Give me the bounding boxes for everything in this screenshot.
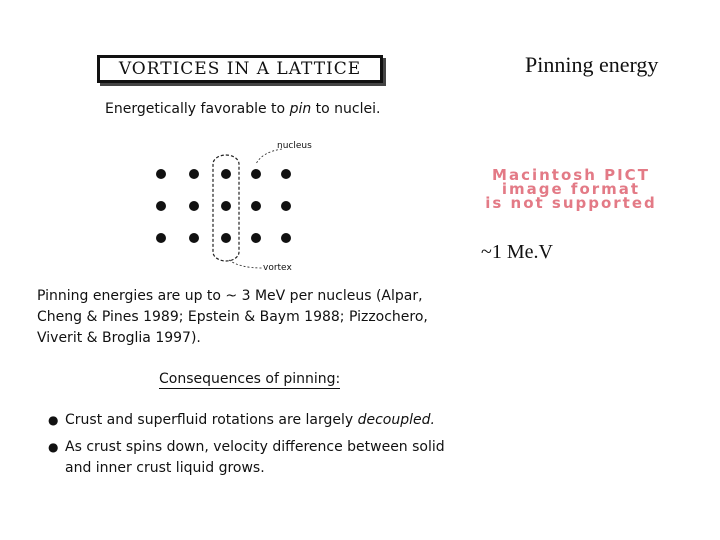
- nucleus-dot: [156, 169, 166, 179]
- vortex-leader-line: [229, 260, 262, 268]
- paragraph-line: Pinning energies are up to ~ 3 MeV per nucleus (Alpar,: [37, 288, 423, 304]
- approx-value-label: ~1 Me.V: [481, 241, 553, 263]
- consequences-list: [48, 410, 448, 485]
- bullet-2-line: As crust spins down, velocity difference between solid: [65, 439, 445, 455]
- bullet-1-emphasis: decoupled.: [357, 412, 435, 428]
- nucleus-label: nucleus: [277, 141, 312, 151]
- nucleus-dot: [251, 233, 261, 243]
- subtitle-post: to nuclei.: [311, 101, 381, 117]
- nucleus-dot: [251, 201, 261, 211]
- pinning-paragraph: [37, 286, 437, 349]
- subtitle-pre: Energetically favorable to: [105, 101, 290, 117]
- nucleus-dot: [281, 169, 291, 179]
- nucleus-dot: [251, 169, 261, 179]
- consequences-heading: Consequences of pinning:: [159, 371, 341, 387]
- placeholder-line: is not supported: [485, 194, 657, 212]
- bullet-2-line: and inner crust liquid grows.: [65, 460, 265, 476]
- nucleus-dot: [221, 201, 231, 211]
- paragraph-line: Cheng & Pines 1989; Epstein & Baym 1988; Pizzochero,: [37, 309, 428, 325]
- nucleus-dot-grid: [156, 169, 291, 243]
- list-item: [48, 410, 448, 431]
- nucleus-dot: [189, 233, 199, 243]
- nucleus-dot: [221, 169, 231, 179]
- bullet-icon: ●: [48, 413, 59, 427]
- scan-title: VORTICES IN A LATTICE: [97, 55, 383, 83]
- placeholder-line: image format: [501, 180, 641, 198]
- subtitle-emphasis: pin: [289, 101, 312, 117]
- nucleus-dot: [189, 169, 199, 179]
- nucleus-dot: [156, 201, 166, 211]
- bullet-1-text: Crust and superfluid rotations are largely: [65, 412, 358, 428]
- unsupported-image-placeholder: [438, 168, 704, 212]
- pinning-energy-label: Pinning energy: [525, 52, 659, 77]
- nucleus-dot: [221, 233, 231, 243]
- paragraph-line: Viverit & Broglia 1997).: [37, 330, 201, 346]
- bullet-icon: ●: [48, 440, 59, 454]
- nucleus-dot: [189, 201, 199, 211]
- nucleus-dot: [281, 201, 291, 211]
- list-item: [48, 437, 448, 479]
- nucleus-dot: [281, 233, 291, 243]
- nucleus-leader-line: [256, 149, 282, 164]
- placeholder-line: Macintosh PICT: [492, 166, 650, 184]
- vortex-label: vortex: [263, 263, 292, 273]
- nucleus-dot: [156, 233, 166, 243]
